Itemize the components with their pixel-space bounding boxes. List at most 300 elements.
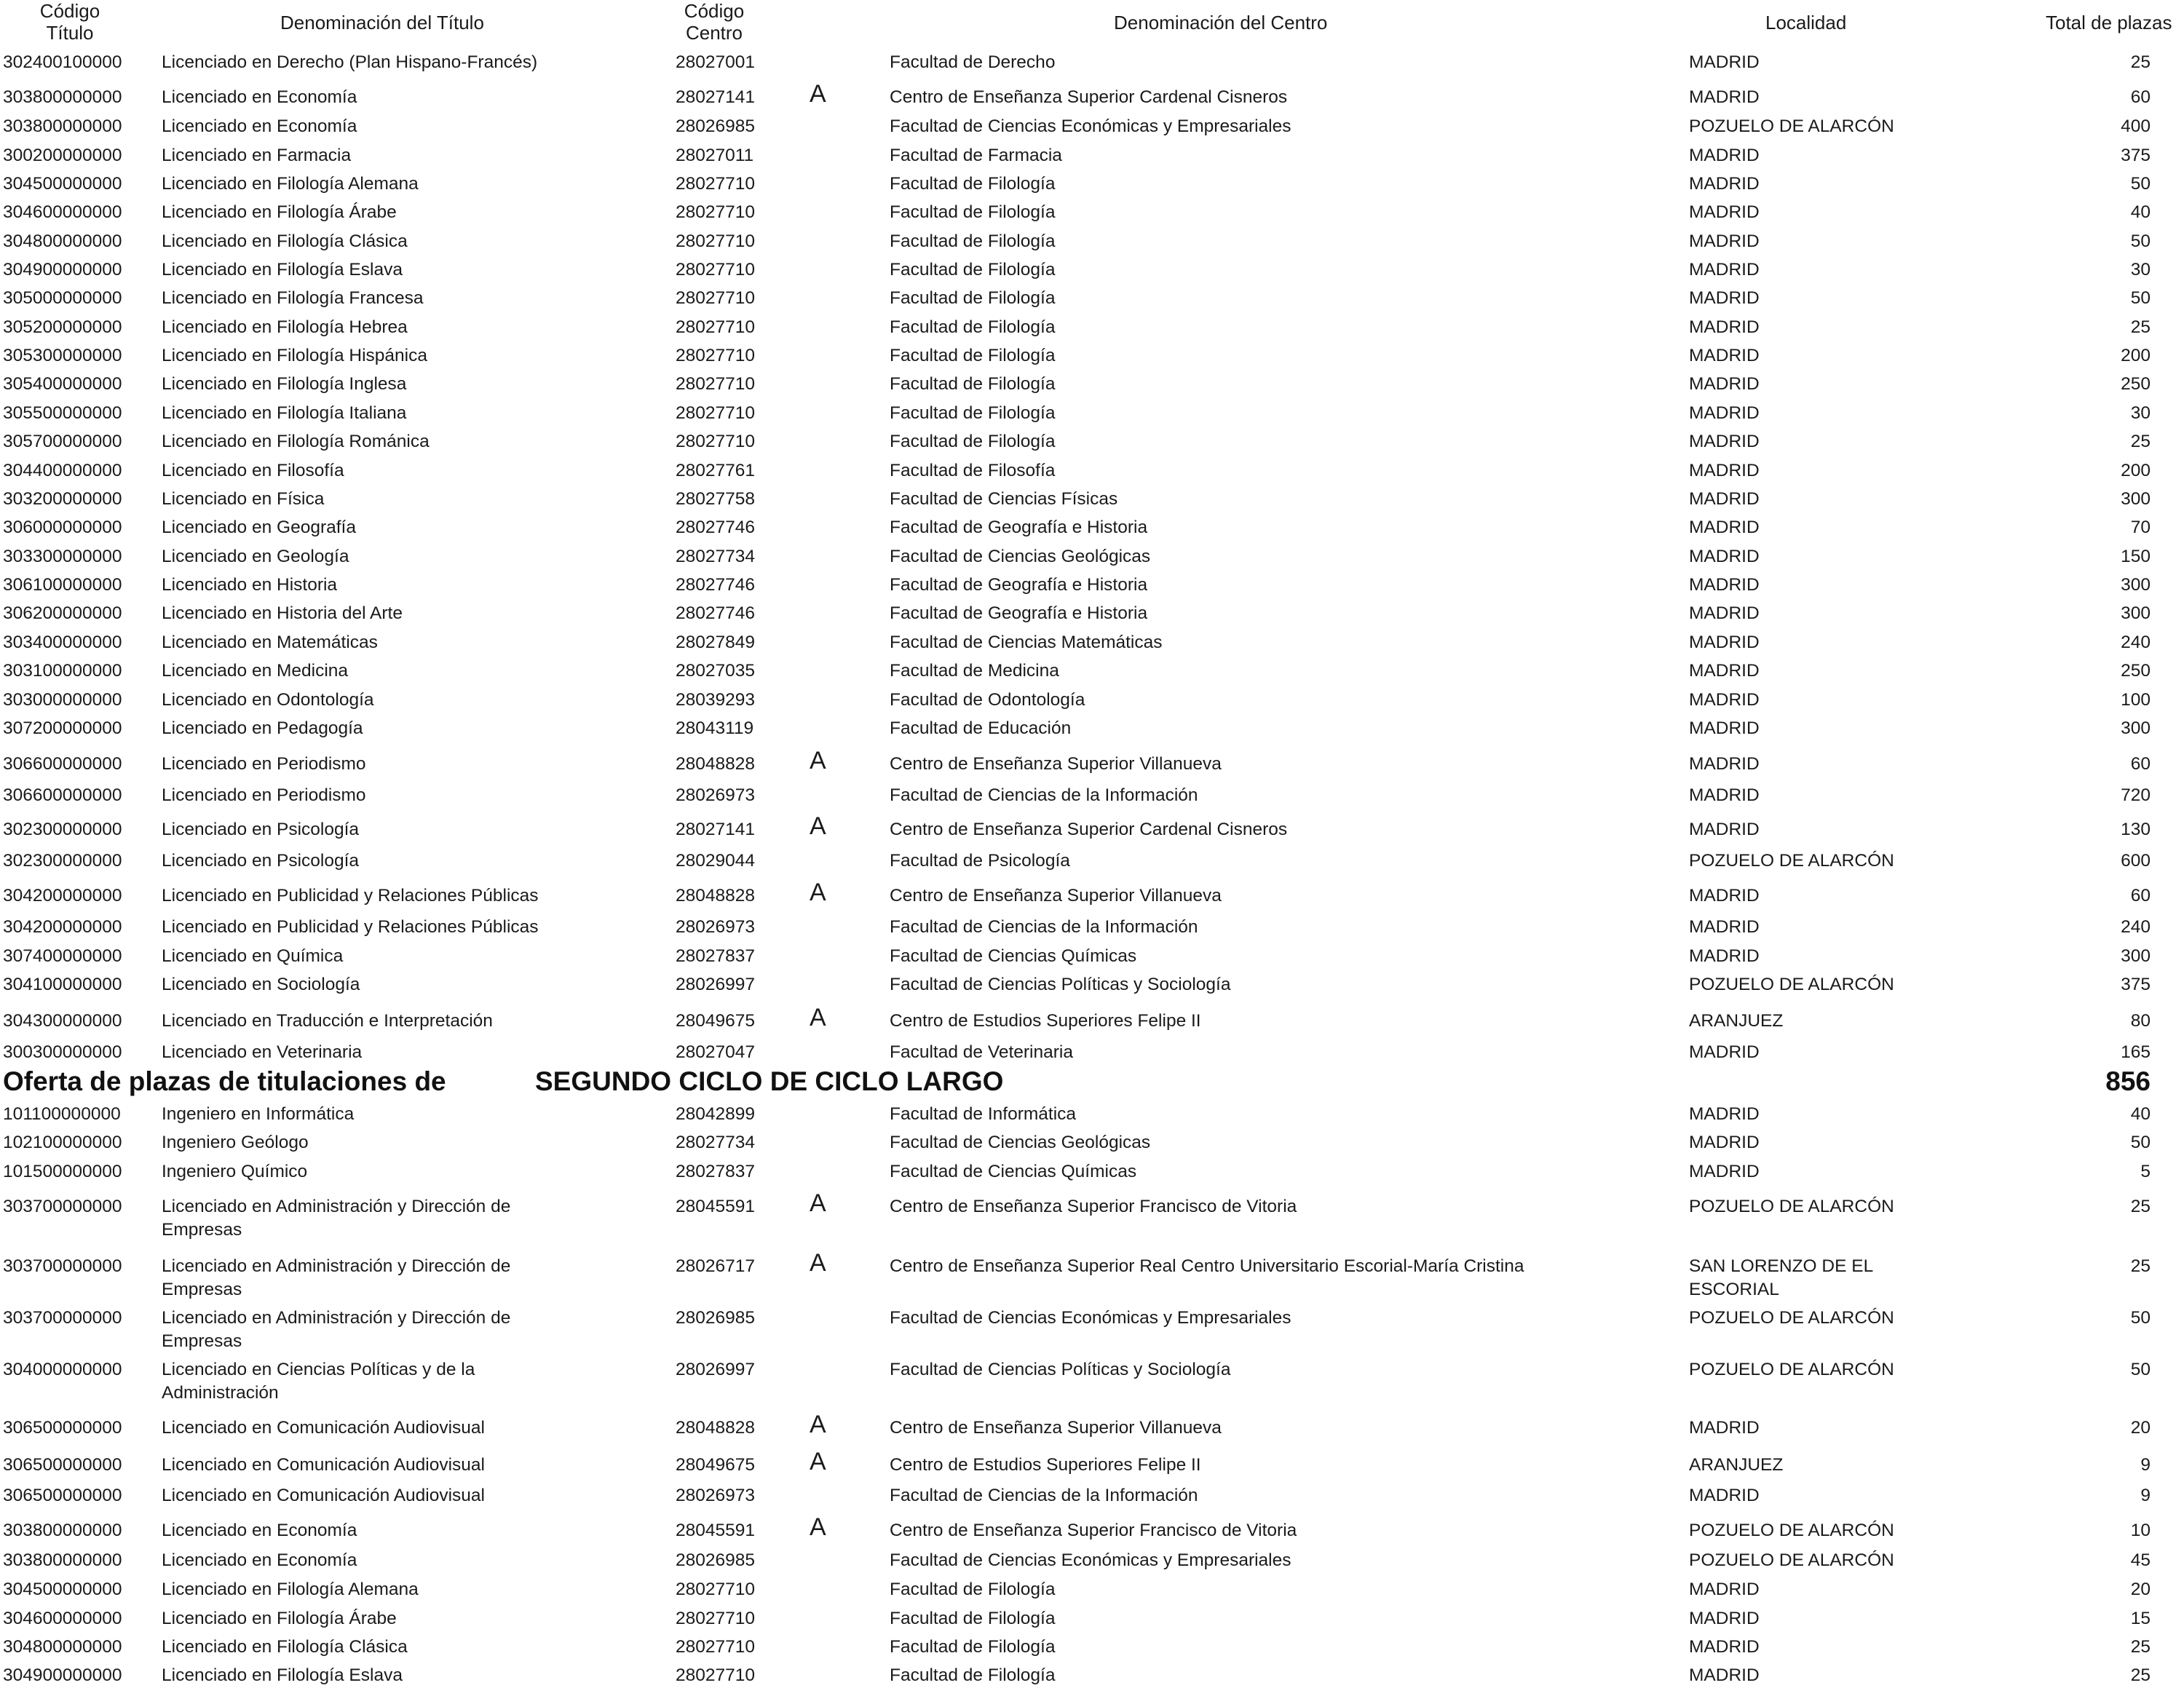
cell-tit: Licenciado en Veterinaria bbox=[162, 1042, 363, 1062]
cell-loc: POZUELO DE ALARCÓN bbox=[1689, 1308, 1894, 1328]
cell-den: Facultad de Veterinaria bbox=[890, 1042, 1073, 1062]
cell-den: Centro de Enseñanza Superior Villanueva bbox=[890, 754, 1222, 774]
cell-a: A bbox=[810, 1411, 826, 1438]
cell-tit: Ingeniero en Informática bbox=[162, 1104, 355, 1124]
cell-cod: 306500000000 bbox=[3, 1418, 122, 1438]
cell-den: Facultad de Ciencias Químicas bbox=[890, 946, 1137, 966]
cell-loc: MADRID bbox=[1689, 52, 1760, 72]
cell-cen: 28026985 bbox=[676, 116, 756, 136]
cell-a: A bbox=[810, 747, 826, 774]
header-codigo-titulo-line2: Título bbox=[46, 22, 94, 44]
cell-cod: 303800000000 bbox=[3, 1521, 122, 1540]
cell-tit: Licenciado en Comunicación Audiovisual bbox=[162, 1455, 486, 1475]
cell-cen: 28026717 bbox=[676, 1256, 756, 1276]
cell-cen: 28042899 bbox=[676, 1104, 756, 1124]
cell-cen: 28027710 bbox=[676, 346, 756, 365]
cell-tit: Licenciado en Matemáticas bbox=[162, 633, 378, 652]
cell-cod: 300300000000 bbox=[3, 1042, 122, 1062]
cell-cod: 306200000000 bbox=[3, 603, 122, 623]
cell-tit: Licenciado en Periodismo bbox=[162, 785, 366, 805]
cell-cen: 28027761 bbox=[676, 461, 756, 480]
cell-tot: 5 bbox=[2140, 1162, 2151, 1181]
cell-a: A bbox=[810, 1249, 826, 1277]
cell-den: Centro de Enseñanza Superior Villanueva bbox=[890, 1418, 1222, 1438]
cell-tot: 30 bbox=[2130, 403, 2151, 423]
cell-cen: 28027710 bbox=[676, 317, 756, 337]
cell-cen: 28027710 bbox=[676, 231, 756, 251]
cell-cod: 303800000000 bbox=[3, 1550, 122, 1570]
cell-den: Facultad de Geografía e Historia bbox=[890, 518, 1148, 537]
cell-cod: 302400100000 bbox=[3, 52, 122, 72]
cell-cod: 305300000000 bbox=[3, 346, 122, 365]
cell-tot: 720 bbox=[2121, 785, 2151, 805]
cell-cen: 28027047 bbox=[676, 1042, 756, 1062]
cell-tot: 375 bbox=[2121, 146, 2151, 165]
cell-tit: Licenciado en Administración y Dirección de Empresas bbox=[162, 1256, 511, 1299]
cell-tit: Licenciado en Filología Clásica bbox=[162, 1637, 408, 1657]
cell-cen: 28027746 bbox=[676, 603, 756, 623]
cell-tot: 300 bbox=[2121, 603, 2151, 623]
cell-loc: MADRID bbox=[1689, 754, 1760, 774]
cell-tot: 50 bbox=[2130, 288, 2151, 308]
cell-cen: 28026985 bbox=[676, 1308, 756, 1328]
cell-cen: 28027035 bbox=[676, 661, 756, 681]
cell-cod: 304600000000 bbox=[3, 1609, 122, 1628]
cell-cen: 28026973 bbox=[676, 917, 756, 937]
cell-den: Facultad de Ciencias de la Información bbox=[890, 785, 1198, 805]
cell-loc: MADRID bbox=[1689, 661, 1760, 681]
cell-den: Facultad de Ciencias Químicas bbox=[890, 1162, 1137, 1181]
cell-loc: MADRID bbox=[1689, 1104, 1760, 1124]
cell-tot: 600 bbox=[2121, 851, 2151, 871]
cell-den: Facultad de Filología bbox=[890, 231, 1056, 251]
cell-cen: 28026973 bbox=[676, 1486, 756, 1505]
cell-tit: Licenciado en Filología Hebrea bbox=[162, 317, 408, 337]
cell-tot: 25 bbox=[2130, 432, 2151, 451]
cell-cod: 302300000000 bbox=[3, 820, 122, 839]
cell-tit: Licenciado en Filología Hispánica bbox=[162, 346, 427, 365]
cell-den: Centro de Enseñanza Superior Cardenal Cisneros bbox=[890, 87, 1288, 107]
cell-cod: 305700000000 bbox=[3, 432, 122, 451]
cell-loc: MADRID bbox=[1689, 1418, 1760, 1438]
cell-cod: 304500000000 bbox=[3, 1580, 122, 1599]
cell-loc: ARANJUEZ bbox=[1689, 1455, 1784, 1475]
cell-den: Facultad de Filología bbox=[890, 1665, 1056, 1685]
cell-tot: 100 bbox=[2121, 690, 2151, 710]
cell-a: A bbox=[810, 1004, 826, 1031]
cell-cen: 28048828 bbox=[676, 754, 756, 774]
cell-cod: 307200000000 bbox=[3, 718, 122, 738]
cell-den: Facultad de Filología bbox=[890, 260, 1056, 280]
cell-den: Facultad de Filología bbox=[890, 346, 1056, 365]
cell-tot: 25 bbox=[2130, 1637, 2151, 1657]
cell-den: Facultad de Filosofía bbox=[890, 461, 1056, 480]
cell-loc: POZUELO DE ALARCÓN bbox=[1689, 1550, 1894, 1570]
cell-cod: 305400000000 bbox=[3, 374, 122, 394]
cell-cod: 306000000000 bbox=[3, 518, 122, 537]
cell-loc: POZUELO DE ALARCÓN bbox=[1689, 851, 1894, 871]
header-codigo-titulo bbox=[29, 0, 111, 44]
cell-loc: MADRID bbox=[1689, 1162, 1760, 1181]
cell-cod: 303800000000 bbox=[3, 116, 122, 136]
cell-a: A bbox=[810, 1448, 826, 1475]
cell-cod: 306500000000 bbox=[3, 1455, 122, 1475]
cell-den: Facultad de Medicina bbox=[890, 661, 1059, 681]
cell-cen: 28027710 bbox=[676, 1637, 756, 1657]
cell-cod: 101500000000 bbox=[3, 1162, 122, 1181]
cell-cod: 304900000000 bbox=[3, 260, 122, 280]
cell-tot: 300 bbox=[2121, 946, 2151, 966]
header-codigo-centro-line2: Centro bbox=[685, 22, 743, 44]
cell-tot: 200 bbox=[2121, 461, 2151, 480]
cell-cod: 306500000000 bbox=[3, 1486, 122, 1505]
cell-cen: 28027141 bbox=[676, 87, 756, 107]
cell-tit: Licenciado en Administración y Dirección de Empresas bbox=[162, 1197, 511, 1240]
cell-den: Facultad de Filología bbox=[890, 202, 1056, 222]
cell-loc: MADRID bbox=[1689, 547, 1760, 566]
cell-tot: 9 bbox=[2140, 1486, 2151, 1505]
cell-cod: 303200000000 bbox=[3, 489, 122, 509]
cell-tit: Licenciado en Publicidad y Relaciones Públicas bbox=[162, 917, 539, 937]
cell-loc: POZUELO DE ALARCÓN bbox=[1689, 975, 1894, 994]
cell-loc: MADRID bbox=[1689, 489, 1760, 509]
cell-cen: 28027746 bbox=[676, 575, 756, 595]
cell-cod: 303100000000 bbox=[3, 661, 122, 681]
cell-tit: Ingeniero Geólogo bbox=[162, 1133, 309, 1152]
cell-cod: 303300000000 bbox=[3, 547, 122, 566]
cell-loc: MADRID bbox=[1689, 820, 1760, 839]
cell-tit: Licenciado en Traducción e Interpretación bbox=[162, 1011, 493, 1031]
cell-loc: MADRID bbox=[1689, 146, 1760, 165]
cell-tot: 150 bbox=[2121, 547, 2151, 566]
cell-loc: MADRID bbox=[1689, 718, 1760, 738]
cell-tit: Licenciado en Filología Francesa bbox=[162, 288, 424, 308]
cell-tot: 60 bbox=[2130, 87, 2151, 107]
cell-den: Centro de Estudios Superiores Felipe II bbox=[890, 1455, 1201, 1475]
cell-tot: 15 bbox=[2130, 1609, 2151, 1628]
cell-a: A bbox=[810, 879, 826, 906]
cell-tit: Licenciado en Psicología bbox=[162, 820, 360, 839]
cell-den: Facultad de Psicología bbox=[890, 851, 1070, 871]
cell-tot: 200 bbox=[2121, 346, 2151, 365]
cell-den: Facultad de Odontología bbox=[890, 690, 1085, 710]
cell-loc: MADRID bbox=[1689, 403, 1760, 423]
cell-tit: Licenciado en Economía bbox=[162, 1521, 357, 1540]
cell-cod: 302300000000 bbox=[3, 851, 122, 871]
cell-loc: POZUELO DE ALARCÓN bbox=[1689, 116, 1894, 136]
cell-cod: 300200000000 bbox=[3, 146, 122, 165]
section-total: 856 bbox=[2105, 1066, 2151, 1096]
cell-loc: MADRID bbox=[1689, 1486, 1760, 1505]
cell-tot: 80 bbox=[2130, 1011, 2151, 1031]
cell-tot: 240 bbox=[2121, 633, 2151, 652]
cell-cod: 303700000000 bbox=[3, 1197, 122, 1216]
cell-cen: 28027710 bbox=[676, 288, 756, 308]
header-denominacion-titulo: Denominación del Título bbox=[280, 12, 484, 33]
cell-den: Facultad de Ciencias Políticas y Sociología bbox=[890, 975, 1231, 994]
cell-tit: Licenciado en Economía bbox=[162, 116, 357, 136]
cell-den: Centro de Enseñanza Superior Francisco de Vitoria bbox=[890, 1197, 1297, 1216]
cell-cen: 28027710 bbox=[676, 432, 756, 451]
cell-cod: 304900000000 bbox=[3, 1665, 122, 1685]
cell-cod: 303800000000 bbox=[3, 87, 122, 107]
cell-den: Facultad de Filología bbox=[890, 374, 1056, 394]
header-codigo-centro bbox=[673, 0, 755, 44]
cell-tit: Licenciado en Administración y Dirección de Empresas bbox=[162, 1308, 511, 1351]
cell-den: Facultad de Filología bbox=[890, 317, 1056, 337]
cell-cen: 28026997 bbox=[676, 1360, 756, 1379]
cell-tit: Licenciado en Economía bbox=[162, 87, 357, 107]
cell-den: Facultad de Ciencias Físicas bbox=[890, 489, 1118, 509]
cell-a: A bbox=[810, 812, 826, 840]
cell-tot: 20 bbox=[2130, 1418, 2151, 1438]
cell-tit: Licenciado en Psicología bbox=[162, 851, 360, 871]
cell-tit: Licenciado en Periodismo bbox=[162, 754, 366, 774]
cell-cen: 28027141 bbox=[676, 820, 756, 839]
cell-loc: MADRID bbox=[1689, 231, 1760, 251]
cell-tit: Licenciado en Medicina bbox=[162, 661, 349, 681]
cell-cod: 304200000000 bbox=[3, 886, 122, 906]
cell-tot: 50 bbox=[2130, 174, 2151, 194]
header-codigo-centro-line1: Código bbox=[684, 0, 745, 22]
cell-cod: 304100000000 bbox=[3, 975, 122, 994]
cell-loc: MADRID bbox=[1689, 785, 1760, 805]
cell-cod: 304300000000 bbox=[3, 1011, 122, 1031]
cell-tit: Ingeniero Químico bbox=[162, 1162, 308, 1181]
cell-tot: 70 bbox=[2130, 518, 2151, 537]
cell-loc: MADRID bbox=[1689, 346, 1760, 365]
cell-loc: MADRID bbox=[1689, 575, 1760, 595]
cell-cen: 28029044 bbox=[676, 851, 756, 871]
cell-tot: 250 bbox=[2121, 661, 2151, 681]
cell-cen: 28026997 bbox=[676, 975, 756, 994]
cell-loc: ARANJUEZ bbox=[1689, 1011, 1784, 1031]
cell-tot: 50 bbox=[2130, 1360, 2151, 1379]
cell-loc: POZUELO DE ALARCÓN bbox=[1689, 1521, 1894, 1540]
cell-tit: Licenciado en Comunicación Audiovisual bbox=[162, 1418, 486, 1438]
cell-tit: Licenciado en Filología Italiana bbox=[162, 403, 407, 423]
cell-cod: 101100000000 bbox=[3, 1104, 121, 1124]
cell-tit: Licenciado en Filología Románica bbox=[162, 432, 430, 451]
cell-loc: MADRID bbox=[1689, 202, 1760, 222]
cell-tot: 50 bbox=[2130, 1133, 2151, 1152]
cell-tot: 25 bbox=[2130, 317, 2151, 337]
cell-cod: 307400000000 bbox=[3, 946, 122, 966]
cell-cen: 28027837 bbox=[676, 946, 756, 966]
cell-tit: Licenciado en Filología Eslava bbox=[162, 1665, 403, 1685]
cell-loc: POZUELO DE ALARCÓN bbox=[1689, 1360, 1894, 1379]
cell-tot: 30 bbox=[2130, 260, 2151, 280]
cell-tot: 25 bbox=[2130, 1256, 2151, 1276]
cell-loc: MADRID bbox=[1689, 690, 1760, 710]
cell-den: Centro de Estudios Superiores Felipe II bbox=[890, 1011, 1201, 1031]
header-codigo-titulo-line1: Código bbox=[39, 0, 100, 22]
cell-cen: 28027710 bbox=[676, 202, 756, 222]
cell-cod: 303700000000 bbox=[3, 1256, 122, 1276]
cell-loc: MADRID bbox=[1689, 1665, 1760, 1685]
cell-den: Facultad de Ciencias Económicas y Empresariales bbox=[890, 116, 1291, 136]
cell-loc: MADRID bbox=[1689, 1637, 1760, 1657]
cell-tot: 25 bbox=[2130, 1665, 2151, 1685]
cell-tot: 375 bbox=[2121, 975, 2151, 994]
cell-den: Facultad de Ciencias de la Información bbox=[890, 1486, 1198, 1505]
cell-den: Facultad de Filología bbox=[890, 1609, 1056, 1628]
cell-tit: Licenciado en Filología Árabe bbox=[162, 1609, 397, 1628]
cell-tit: Licenciado en Filología Árabe bbox=[162, 202, 397, 222]
cell-cod: 304600000000 bbox=[3, 202, 122, 222]
cell-tot: 9 bbox=[2140, 1455, 2151, 1475]
cell-loc: MADRID bbox=[1689, 917, 1760, 937]
cell-cod: 304200000000 bbox=[3, 917, 122, 937]
cell-den: Facultad de Ciencias de la Información bbox=[890, 917, 1198, 937]
cell-cen: 28027746 bbox=[676, 518, 756, 537]
cell-tit: Licenciado en Pedagogía bbox=[162, 718, 363, 738]
cell-a: A bbox=[810, 1189, 826, 1217]
cell-cen: 28027837 bbox=[676, 1162, 756, 1181]
cell-tit: Licenciado en Filología Clásica bbox=[162, 231, 408, 251]
cell-tit: Licenciado en Odontología bbox=[162, 690, 374, 710]
cell-loc: MADRID bbox=[1689, 288, 1760, 308]
cell-tit: Licenciado en Historia del Arte bbox=[162, 603, 403, 623]
cell-tot: 60 bbox=[2130, 886, 2151, 906]
cell-tit: Licenciado en Filología Alemana bbox=[162, 174, 419, 194]
cell-tot: 130 bbox=[2121, 820, 2151, 839]
cell-loc: MADRID bbox=[1689, 260, 1760, 280]
cell-tot: 25 bbox=[2130, 52, 2151, 72]
cell-loc: SAN LORENZO DE EL ESCORIAL bbox=[1689, 1256, 1873, 1299]
cell-loc: MADRID bbox=[1689, 374, 1760, 394]
cell-loc: MADRID bbox=[1689, 317, 1760, 337]
cell-den: Facultad de Filología bbox=[890, 288, 1056, 308]
cell-cen: 28049675 bbox=[676, 1455, 756, 1475]
cell-tit: Licenciado en Historia bbox=[162, 575, 338, 595]
cell-tit: Licenciado en Filología Inglesa bbox=[162, 374, 407, 394]
cell-den: Facultad de Ciencias Geológicas bbox=[890, 1133, 1151, 1152]
cell-tit: Licenciado en Ciencias Políticas y de la Administración bbox=[162, 1360, 475, 1403]
cell-cen: 28027710 bbox=[676, 374, 756, 394]
cell-tit: Licenciado en Farmacia bbox=[162, 146, 352, 165]
cell-cen: 28027710 bbox=[676, 403, 756, 423]
cell-cen: 28039293 bbox=[676, 690, 756, 710]
cell-loc: POZUELO DE ALARCÓN bbox=[1689, 1197, 1894, 1216]
cell-tot: 300 bbox=[2121, 489, 2151, 509]
cell-cen: 28026985 bbox=[676, 1550, 756, 1570]
cell-den: Facultad de Ciencias Matemáticas bbox=[890, 633, 1163, 652]
cell-den: Facultad de Derecho bbox=[890, 52, 1056, 72]
cell-den: Facultad de Farmacia bbox=[890, 146, 1062, 165]
cell-tit: Licenciado en Filología Alemana bbox=[162, 1580, 419, 1599]
cell-tot: 165 bbox=[2121, 1042, 2151, 1062]
cell-den: Centro de Enseñanza Superior Real Centro Universitario Escorial-María Cristina bbox=[890, 1256, 1524, 1276]
cell-cen: 28048828 bbox=[676, 1418, 756, 1438]
cell-den: Facultad de Filología bbox=[890, 403, 1056, 423]
cell-den: Facultad de Ciencias Geológicas bbox=[890, 547, 1151, 566]
cell-tit: Licenciado en Sociología bbox=[162, 975, 360, 994]
cell-den: Facultad de Filología bbox=[890, 1637, 1056, 1657]
cell-tot: 25 bbox=[2130, 1197, 2151, 1216]
cell-loc: MADRID bbox=[1689, 518, 1760, 537]
cell-tot: 60 bbox=[2130, 754, 2151, 774]
cell-cen: 28027849 bbox=[676, 633, 756, 652]
cell-cen: 28027710 bbox=[676, 174, 756, 194]
cell-tit: Licenciado en Publicidad y Relaciones Públicas bbox=[162, 886, 539, 906]
cell-tit: Licenciado en Física bbox=[162, 489, 325, 509]
cell-loc: MADRID bbox=[1689, 87, 1760, 107]
section-type: SEGUNDO CICLO DE CICLO LARGO bbox=[535, 1066, 1004, 1096]
cell-tit: Licenciado en Filología Eslava bbox=[162, 260, 403, 280]
cell-cen: 28027710 bbox=[676, 1609, 756, 1628]
cell-cen: 28027001 bbox=[676, 52, 756, 72]
cell-tot: 400 bbox=[2121, 116, 2151, 136]
cell-cen: 28027734 bbox=[676, 1133, 756, 1152]
cell-cen: 28027011 bbox=[676, 146, 754, 165]
cell-cod: 304800000000 bbox=[3, 1637, 122, 1657]
cell-loc: MADRID bbox=[1689, 886, 1760, 906]
cell-den: Facultad de Educación bbox=[890, 718, 1072, 738]
cell-loc: MADRID bbox=[1689, 1609, 1760, 1628]
cell-loc: MADRID bbox=[1689, 1042, 1760, 1062]
cell-den: Facultad de Ciencias Económicas y Empresariales bbox=[890, 1308, 1291, 1328]
cell-cen: 28026973 bbox=[676, 785, 756, 805]
cell-cen: 28043119 bbox=[676, 718, 754, 738]
cell-cod: 305200000000 bbox=[3, 317, 122, 337]
cell-cod: 306100000000 bbox=[3, 575, 122, 595]
cell-tot: 240 bbox=[2121, 917, 2151, 937]
cell-tot: 250 bbox=[2121, 374, 2151, 394]
cell-a: A bbox=[810, 80, 826, 108]
cell-loc: MADRID bbox=[1689, 633, 1760, 652]
cell-cod: 303700000000 bbox=[3, 1308, 122, 1328]
cell-den: Centro de Enseñanza Superior Francisco de Vitoria bbox=[890, 1521, 1297, 1540]
cell-tot: 50 bbox=[2130, 1308, 2151, 1328]
cell-a: A bbox=[810, 1513, 826, 1541]
cell-cen: 28027734 bbox=[676, 547, 756, 566]
header-denominacion-centro: Denominación del Centro bbox=[1114, 12, 1328, 33]
cell-tot: 300 bbox=[2121, 575, 2151, 595]
cell-loc: MADRID bbox=[1689, 461, 1760, 480]
cell-cod: 304400000000 bbox=[3, 461, 122, 480]
cell-tit: Licenciado en Derecho (Plan Hispano-Francés) bbox=[162, 52, 538, 72]
cell-loc: MADRID bbox=[1689, 1580, 1760, 1599]
cell-den: Facultad de Informática bbox=[890, 1104, 1077, 1124]
cell-tit: Licenciado en Economía bbox=[162, 1550, 357, 1570]
cell-loc: MADRID bbox=[1689, 432, 1760, 451]
cell-cod: 304500000000 bbox=[3, 174, 122, 194]
cell-tot: 10 bbox=[2130, 1521, 2151, 1540]
header-total-plazas: Total de plazas bbox=[2046, 12, 2172, 33]
cell-tit: Licenciado en Filosofía bbox=[162, 461, 344, 480]
cell-cod: 305000000000 bbox=[3, 288, 122, 308]
cell-den: Facultad de Ciencias Políticas y Sociología bbox=[890, 1360, 1231, 1379]
cell-tot: 40 bbox=[2130, 1104, 2151, 1124]
cell-cod: 305500000000 bbox=[3, 403, 122, 423]
cell-den: Facultad de Ciencias Económicas y Empresariales bbox=[890, 1550, 1291, 1570]
cell-den: Centro de Enseñanza Superior Cardenal Cisneros bbox=[890, 820, 1288, 839]
cell-cen: 28027710 bbox=[676, 260, 756, 280]
cell-cod: 303000000000 bbox=[3, 690, 122, 710]
cell-den: Facultad de Geografía e Historia bbox=[890, 603, 1148, 623]
cell-tit: Licenciado en Geología bbox=[162, 547, 349, 566]
cell-cod: 304000000000 bbox=[3, 1360, 122, 1379]
header-localidad: Localidad bbox=[1765, 12, 1847, 33]
cell-tit: Licenciado en Comunicación Audiovisual bbox=[162, 1486, 486, 1505]
cell-tot: 20 bbox=[2130, 1580, 2151, 1599]
cell-cod: 306600000000 bbox=[3, 754, 122, 774]
cell-den: Facultad de Filología bbox=[890, 174, 1056, 194]
cell-cen: 28048828 bbox=[676, 886, 756, 906]
cell-cen: 28045591 bbox=[676, 1197, 756, 1216]
cell-cod: 306600000000 bbox=[3, 785, 122, 805]
